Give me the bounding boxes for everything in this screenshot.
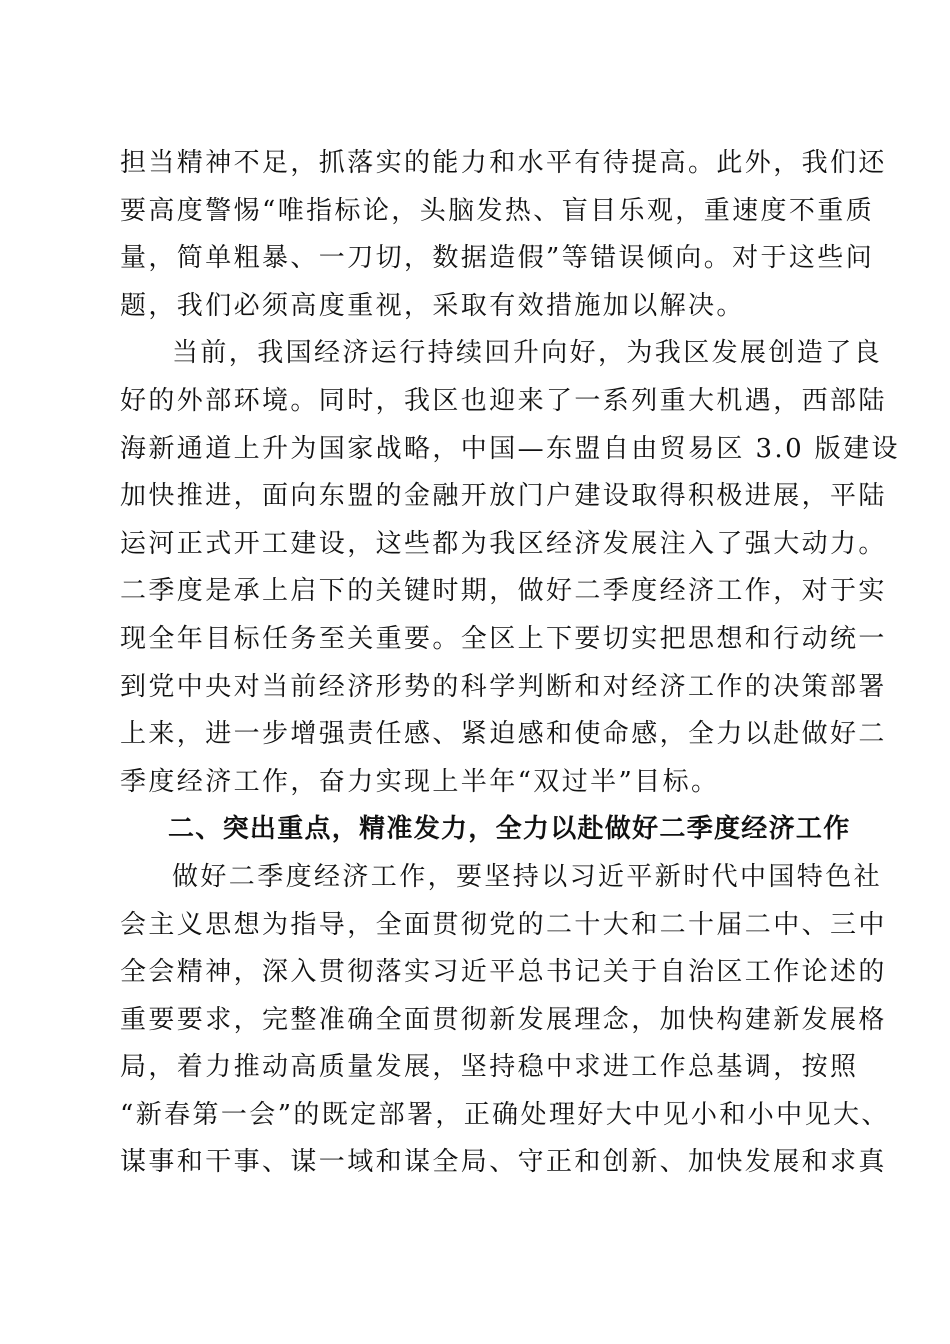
paragraph-line: 谋事和干事、谋一域和谋全局、守正和创新、加快发展和求真 (120, 1147, 887, 1178)
paragraph-line: 现全年目标任务至关重要。全区上下要切实把思想和行动统一 (120, 623, 887, 654)
paragraph-line: 局，着力推动高质量发展，坚持稳中求进工作总基调，按照 (120, 1052, 859, 1083)
paragraph-line: 运河正式开工建设，这些都为我区经济发展注入了强大动力。 (120, 528, 887, 559)
paragraph-line: 全会精神，深入贯彻落实习近平总书记关于自治区工作论述的 (120, 957, 887, 988)
paragraph-line: 要高度警惕“唯指标论，头脑发热、盲目乐观，重速度不重质 (120, 195, 875, 226)
section-heading: 二、突出重点，精准发力，全力以赴做好二季度经济工作 (168, 814, 851, 845)
paragraph-line: 季度经济工作，奋力实现上半年“双过半”目标。 (120, 766, 720, 797)
paragraph-line: “新春第一会”的既定部署，正确处理好大中见小和小中见大、 (120, 1099, 890, 1130)
paragraph-line: 到党中央对当前经济形势的科学判断和对经济工作的决策部署 (120, 671, 887, 702)
paragraph-line: 二季度是承上启下的关键时期，做好二季度经济工作，对于实 (120, 576, 887, 607)
paragraph-line: 担当精神不足，抓落实的能力和水平有待提高。此外，我们还 (120, 148, 887, 178)
paragraph-line: 上来，进一步增强责任感、紧迫感和使命感，全力以赴做好二 (120, 719, 887, 750)
document-body (120, 140, 900, 1187)
paragraph-line: 当前，我国经济运行持续回升向好，为我区发展创造了良 (172, 338, 883, 369)
paragraph-line: 加快推进，面向东盟的金融开放门户建设取得积极进展，平陆 (120, 481, 887, 512)
paragraph-line: 重要要求，完整准确全面贯彻新发展理念，加快构建新发展格 (120, 1004, 887, 1035)
paragraph-line: 好的外部环境。同时，我区也迎来了一系列重大机遇，西部陆 (120, 385, 887, 416)
paragraph-line: 海新通道上升为国家战略，中国—东盟自由贸易区 3.0 版建设 (120, 433, 900, 464)
paragraph-line: 量，简单粗暴、一刀切，数据造假”等错误倾向。对于这些问 (120, 243, 875, 274)
paragraph-line: 做好二季度经济工作，要坚持以习近平新时代中国特色社 (172, 861, 883, 892)
paragraph-line: 会主义思想为指导，全面贯彻党的二十大和二十届二中、三中 (120, 909, 887, 940)
paragraph-line: 题，我们必须高度重视，采取有效措施加以解决。 (120, 290, 745, 321)
